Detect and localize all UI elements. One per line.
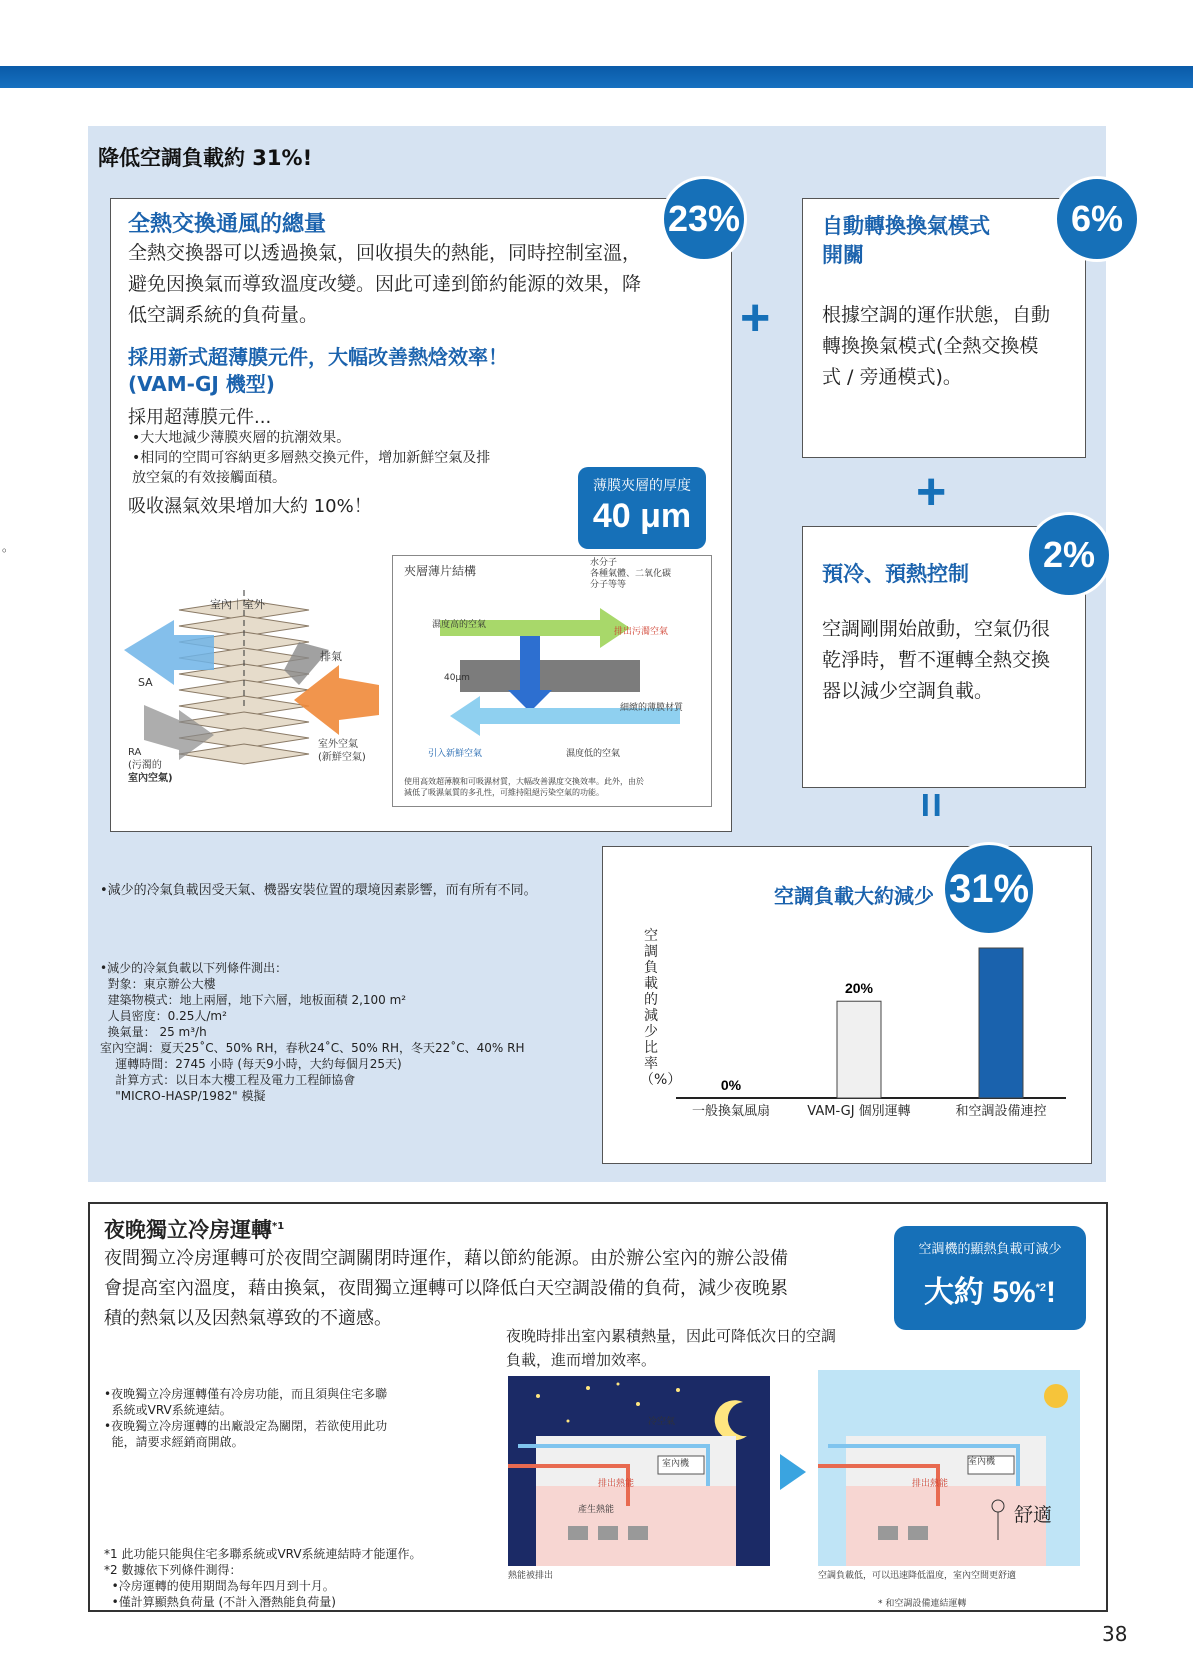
box1-subheading: 採用新式超薄膜元件，大幅改善熱焓效率！ (VAM-GJ 機型) bbox=[128, 345, 508, 396]
night-illustration bbox=[508, 1376, 770, 1566]
fresh-in-label: 引入新鮮空氣 bbox=[428, 749, 483, 759]
plus-sign-2: + bbox=[916, 463, 947, 521]
notes-1: •減少的冷氣負載因受天氣、機器安裝位置的環境因素影響，而有所有不同。 bbox=[100, 883, 537, 898]
layer-title: 夾層薄片結構 bbox=[404, 564, 477, 578]
notes-2: •減少的冷氣負載以下列條件測出： 對象：東京辦公大樓 建築物模式：地上兩層，地下六層，地板面積 2,100 m² 人員密度：0.25人/m² 換氣量： 25 m³/h 室內空調：夏天25˚C、50% RH，春秋24˚C、50% RH，冬天22˚C、40% RH 運轉時間：2745 小時 (每天9小時，大約每個月25天) 計算方式：以日本大樓工程及電力工程師協會 "MICRO-HASP/1982" 模擬 bbox=[100, 961, 525, 1103]
box2-body: 根據空調的運作狀態，自動 轉換換氣模式(全熱交換模 式 / 旁通模式)。 bbox=[822, 304, 1051, 388]
bar-chart bbox=[666, 940, 1076, 1120]
day-caption: 空調負載低，可以迅速降低溫度，室內空間更舒適 bbox=[818, 1571, 1017, 1581]
chart-ylabel: 空調負載的減少比率（%） bbox=[640, 928, 682, 1088]
section2-caption: 夜晚時排出室內累積熱量，因此可降低次日的空調 負載，進而增加效率。 bbox=[506, 1327, 837, 1369]
humid-air-label: 濕度高的空氣 bbox=[432, 620, 487, 630]
gen-heat-label: 產生熱能 bbox=[578, 1505, 615, 1515]
badge-main-text: 大約 5%$^{*2}$! bbox=[923, 1276, 1057, 1309]
box1-heading: 全熱交換通風的總量 bbox=[128, 212, 327, 237]
night-scene-graphic bbox=[508, 1376, 770, 1566]
xlabel-0: 一般換氣風扇 bbox=[691, 1104, 770, 1119]
section2-bullets: •夜晚獨立冷房運轉僅有冷房功能，而且須與住宅多聯 系統或VRV系統連結。 •夜晚獨立冷房運轉的出廠設定為關閉，若欲使用此功 能，請要求經銷商開啟。 bbox=[104, 1387, 388, 1449]
box1-bullets: •大大地減少薄膜夾層的抗潮效果。 •相同的空間可容納更多層熱交換元件，增加新鮮空氣及排 放空氣的有效接觸面積。 bbox=[132, 430, 491, 486]
box2-heading: 自動轉換換氣模式 開關 bbox=[822, 214, 990, 267]
chart-box-title: 空調負載大約減少 bbox=[774, 884, 934, 908]
day-scene-graphic bbox=[818, 1370, 1080, 1566]
chart-xlabels bbox=[666, 1100, 1076, 1120]
thickness-badge bbox=[578, 467, 706, 549]
side-mark: 。 bbox=[2, 540, 15, 554]
exhaust-dirty-label: 排出污濁空氣 bbox=[614, 627, 669, 637]
cold-air-label: 冷空氣 bbox=[648, 1417, 676, 1427]
badge-2: 2% bbox=[1026, 512, 1112, 598]
exhaust-heat-label-night: 排出熱能 bbox=[598, 1479, 635, 1489]
bar-1 bbox=[837, 1001, 881, 1098]
box1-result: 吸收濕氣效果增加大約 10%！ bbox=[128, 496, 372, 517]
badge-6: 6% bbox=[1054, 176, 1140, 262]
box3-heading: 預冷、預熱控制 bbox=[822, 562, 969, 586]
xlabel-1: VAM-GJ 個別運轉 bbox=[807, 1104, 911, 1119]
bar-label-0: 0% bbox=[720, 1077, 742, 1093]
box1-intro: 採用超薄膜元件... bbox=[128, 407, 272, 428]
day-footnote: * 和空調設備連結運轉 bbox=[878, 1599, 967, 1609]
equals-sign: = bbox=[906, 792, 956, 818]
section2-body: 夜間獨立冷房運轉可於夜間空調關閉時運作，藉以節約能源。由於辦公室內的辦公設備 會提高室內溫度，藉由換氣，夜間獨立運轉可以降低白天空調設備的負荷，減少夜晚累 積的熱氣以及因熱氣導致的不適感。 bbox=[104, 1248, 788, 1329]
thickness-label: 薄膜夾層的厚度 bbox=[593, 478, 691, 494]
xlabel-2: 和空調設備連控 bbox=[955, 1104, 1047, 1119]
dry-air-label: 濕度低的空氣 bbox=[566, 749, 621, 759]
indoor-unit-label-night: 室內機 bbox=[662, 1459, 690, 1469]
section2-title: 夜晚獨立冷房運轉$^{*1}$ bbox=[104, 1218, 285, 1242]
layer-legend: 水分子 各種氣體、二氧化碳 分子等等 bbox=[590, 558, 672, 590]
thickness-40-label: 40μm bbox=[444, 673, 470, 683]
plus-sign: + bbox=[740, 289, 771, 347]
thickness-value: 40 μm bbox=[592, 497, 692, 535]
box1-body: 全熱交換器可以透過換氣，回收損失的熱能，同時控制室溫， 避免因換氣而導致溫度改變。因此可達到節約能源的效果，降 低空調系統的負荷量。 bbox=[128, 242, 642, 326]
day-illustration bbox=[818, 1370, 1080, 1566]
load-reduction-badge bbox=[894, 1226, 1086, 1330]
night-caption: 熱能被排出 bbox=[508, 1571, 554, 1581]
badge-31: 31% bbox=[942, 842, 1036, 936]
comfort-label: 舒適 bbox=[1014, 1504, 1053, 1526]
section2-footnotes: *1 此功能只能與住宅多聯系統或VRV系統連結時才能運作。 *2 數據依下列條件測得： •冷房運轉的使用期間為每年四月到十月。 •僅計算顯熱負荷量 (不計入潛熱能負荷量) bbox=[104, 1547, 422, 1609]
exhaust-label: 排氣 bbox=[320, 650, 342, 663]
sa-label: SA bbox=[138, 676, 153, 689]
badge-23: 23% bbox=[661, 176, 747, 262]
ra-label: RA (污濁的 室內空氣) bbox=[128, 747, 173, 784]
outdoor-air-label: 室外空氣 (新鮮空氣) bbox=[318, 739, 366, 763]
exhaust-heat-label-day: 排出熱能 bbox=[912, 1479, 949, 1489]
indoor-unit-label-day: 室內機 bbox=[968, 1457, 996, 1467]
bar-label-1: 20% bbox=[844, 980, 874, 997]
box3-body: 空調剛開始啟動，空氣仍很 乾淨時，暫不運轉全熱交換 器以減少空調負載。 bbox=[822, 618, 1051, 702]
indoor-outdoor-label: 室內｜室外 bbox=[210, 598, 265, 611]
page-number: 38 bbox=[1102, 1622, 1128, 1646]
bar-2 bbox=[979, 948, 1023, 1098]
badge-top-text: 空調機的顯熱負載可減少 bbox=[918, 1242, 1062, 1257]
header-bar bbox=[0, 66, 1193, 88]
layer-note: 使用高效超薄膜和可吸濕材質，大幅改善濕度交換效率。此外，由於 減低了吸濕氣質的多孔性，可維持阻絕污染空氣的功能。 bbox=[404, 777, 644, 797]
section1-title: 降低空調負載約 31%! bbox=[98, 146, 313, 170]
arrow-right-icon bbox=[780, 1454, 806, 1490]
fine-film-label: 細緻的薄膜材質 bbox=[620, 703, 684, 713]
